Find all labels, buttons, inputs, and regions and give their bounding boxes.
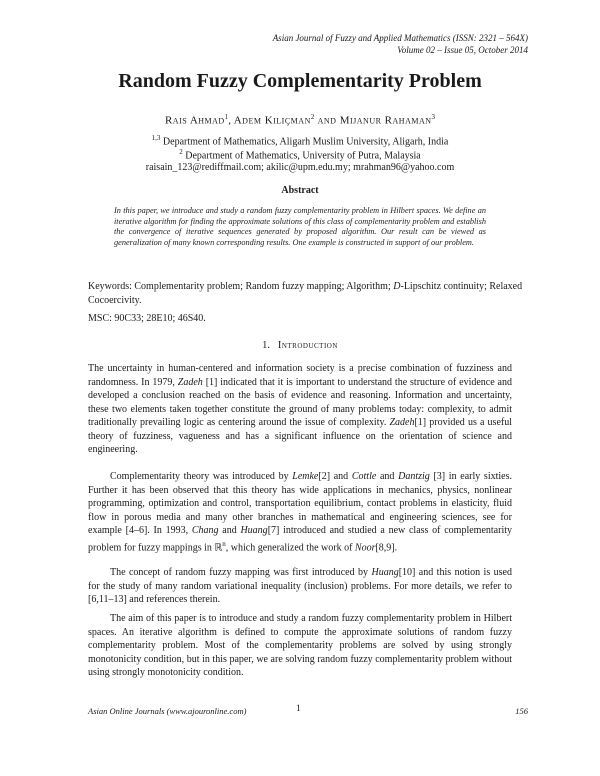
- section-number: 1.: [262, 340, 270, 351]
- section-title: Introduction: [277, 340, 338, 351]
- author-sup: 3: [431, 113, 436, 121]
- abstract-text: In this paper, we introduce and study a random fuzzy complementarity problem in Hilbert spaces. We define an iterative algorithm for finding the approximate solutions of this class of complementarity problem and establish the convergence of iterative sequences generated by proposed algorithm. Our result can be viewed as generalization of many known corresponding results. One example is constructed in support of our problem.: [114, 206, 486, 247]
- journal-header-line1: Asian Journal of Fuzzy and Applied Mathematics (ISSN: 2321 – 564X): [272, 33, 528, 43]
- footer-page-number: 1: [296, 704, 301, 714]
- keywords: [88, 280, 528, 307]
- journal-header-line2: Volume 02 – Issue 05, October 2014: [397, 45, 528, 55]
- affiliation-sup: 1,3: [151, 134, 161, 142]
- affiliation-text: Department of Mathematics, University of Putra, Malaysia: [182, 150, 421, 162]
- section-heading: [0, 340, 600, 351]
- author-name: Mijanur Rahaman: [339, 114, 432, 127]
- keywords-label: Keywords:: [88, 281, 132, 292]
- author-name: Rais Ahmad: [164, 114, 225, 127]
- author-separator: and: [314, 114, 340, 127]
- author-sup: 1: [224, 113, 229, 121]
- msc-codes: MSC: 90C33; 28E10; 46S40.: [88, 313, 206, 324]
- affiliation-sup: 2: [179, 148, 183, 156]
- footer-journal-url: Asian Online Journals (www.ajouronline.com): [88, 706, 247, 716]
- affiliation-text: Department of Mathematics, Aligarh Muslim University, Aligarh, India: [160, 136, 449, 148]
- paragraph-4: The aim of this paper is to introduce and study a random fuzzy complementarity problem in Hilbert spaces. An iterative algorithm is defined to compute the approximate solutions of random fuzzy complementarity problem. Most of the complementarity problems are solved by using strongly monotonicity condition, but in this paper, we are solving random fuzzy complementarity problem without using strongly monotonicity condition.: [88, 613, 512, 679]
- affiliation-1: [0, 134, 600, 147]
- author-sup: 2: [310, 113, 315, 121]
- footer-journal-page: 156: [515, 706, 528, 716]
- author-emails: raisain_123@rediffmail.com; akilic@upm.edu.my; mrahman96@yahoo.com: [145, 162, 455, 173]
- paragraph-3: The concept of random fuzzy mapping was first introduced by Huang[10] and this notion is used for the study of many random variational inequality (inclusion) problems. For more details, we refer to [6,11–13] and references therein.: [88, 567, 512, 606]
- paragraph-2: Complementarity theory was introduced by Lemke[2] and Cottle and Dantzig [3] in early sixties. Further it has been observed that this theory has wide applications in mechanics, physics, nonlinear programming, optimization and control, transportation equilibrium, contact problems in elasticity, fluid flow in porous media and many other branches in mathematical and engineering sciences, see for example [4–6]. In 1993, Chang and Huang[7] introduced and studied a new class of complementarity problem for fuzzy mappings in ℝ$^n$, which generalized the work of Noor[8,9].: [88, 471, 512, 554]
- author-separator: ,: [228, 114, 234, 127]
- paper-title: Random Fuzzy Complementarity Problem: [118, 70, 482, 92]
- affiliation-2: [0, 148, 600, 161]
- author-name: Adem Kılıçman: [233, 114, 311, 127]
- keywords-symbol: D: [393, 281, 401, 292]
- author-list: [0, 113, 600, 127]
- keywords-text: Complementarity problem; Random fuzzy mapping; Algorithm;: [131, 281, 394, 292]
- abstract-heading: Abstract: [281, 185, 319, 196]
- keywords-text: -Lipschitz continuity; Relaxed Cocoercivity.: [88, 281, 523, 306]
- paragraph-1: The uncertainty in human-centered and information society is a precise combination of fuzziness and randomness. In 1979, Zadeh [1] indicated that it is important to understand the structure of evidence and developed a conclusion reached on the basis of evidence and reasoning. Information and uncertainty, these two elements taken together constitute the ground of many problems today: complexity, to admit traditionally prevailing logic as centering around the issue of complexity. Zadeh[1] provided us a useful theory of fuzziness, vagueness and has a significant influence on the orientation of science and engineering.: [88, 363, 512, 456]
